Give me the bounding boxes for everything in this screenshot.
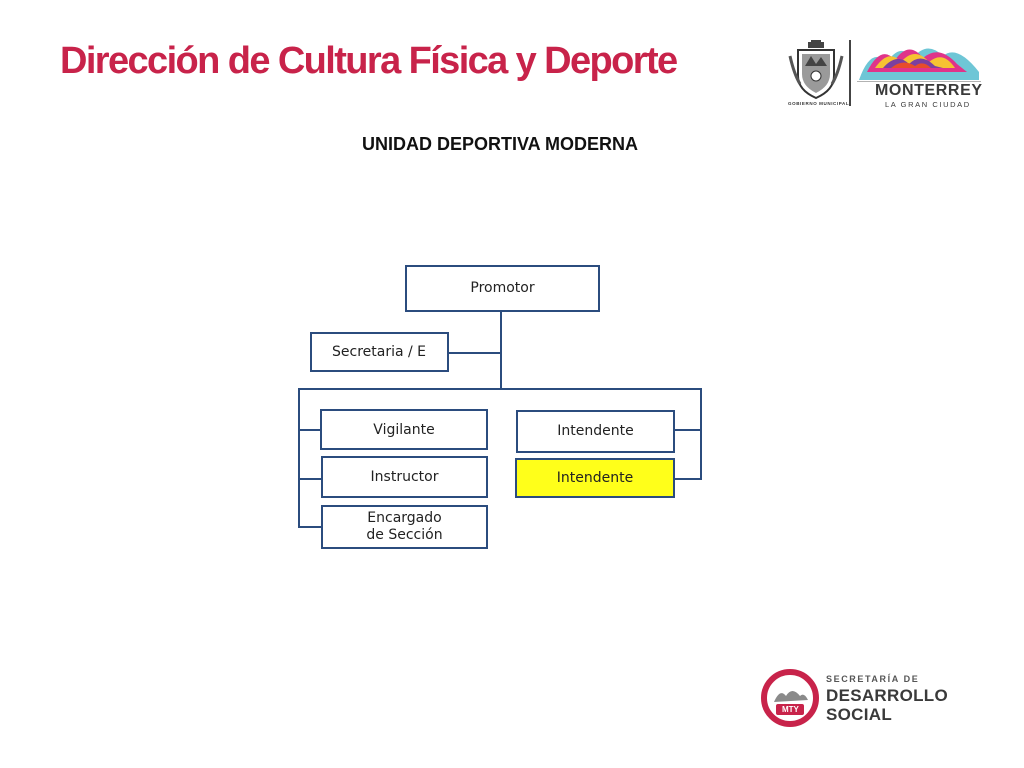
- encargado-label-line2: de Sección: [366, 527, 443, 543]
- sds-line1: SECRETARÍA DE: [826, 674, 920, 684]
- intendente-1-connector: [674, 429, 702, 431]
- main-horizontal-bar: [298, 388, 702, 390]
- monterrey-wordmark: MONTERREY: [875, 82, 983, 99]
- intendente-2-connector: [674, 478, 702, 480]
- desarrollo-social-logo: [760, 668, 960, 730]
- mty-badge-label: MTY: [782, 705, 799, 714]
- municipal-seal-logo: [786, 40, 850, 106]
- sds-line2: DESARROLLO: [826, 686, 948, 705]
- logo-divider: [849, 40, 851, 106]
- intendente-box-1: Intendente: [516, 410, 675, 453]
- monterrey-tagline: LA GRAN CIUDAD: [885, 100, 971, 109]
- encargado-connector: [298, 526, 322, 528]
- gobierno-municipal-label: GOBIERNO MUNICIPAL: [788, 101, 850, 106]
- promotor-stem: [500, 311, 502, 389]
- unit-title: UNIDAD DEPORTIVA MODERNA: [361, 134, 638, 154]
- page-title: Dirección de Cultura Física y Deporte: [60, 40, 677, 82]
- secretaria-connector: [448, 352, 501, 354]
- intendente-box-2-highlighted: Intendente: [515, 458, 675, 498]
- secretaria-box: Secretaria / E: [310, 332, 449, 372]
- encargado-box: [321, 505, 488, 549]
- monterrey-logo: [857, 38, 987, 110]
- sds-line3: SOCIAL: [826, 705, 893, 724]
- instructor-box: Instructor: [321, 456, 488, 498]
- encargado-label-line1: Encargado: [367, 510, 442, 526]
- vigilante-box: Vigilante: [320, 409, 488, 450]
- left-vertical-bar: [298, 388, 300, 528]
- promotor-box: Promotor: [405, 265, 600, 312]
- right-vertical-bar: [700, 388, 702, 480]
- vigilante-connector: [298, 429, 322, 431]
- instructor-connector: [298, 478, 322, 480]
